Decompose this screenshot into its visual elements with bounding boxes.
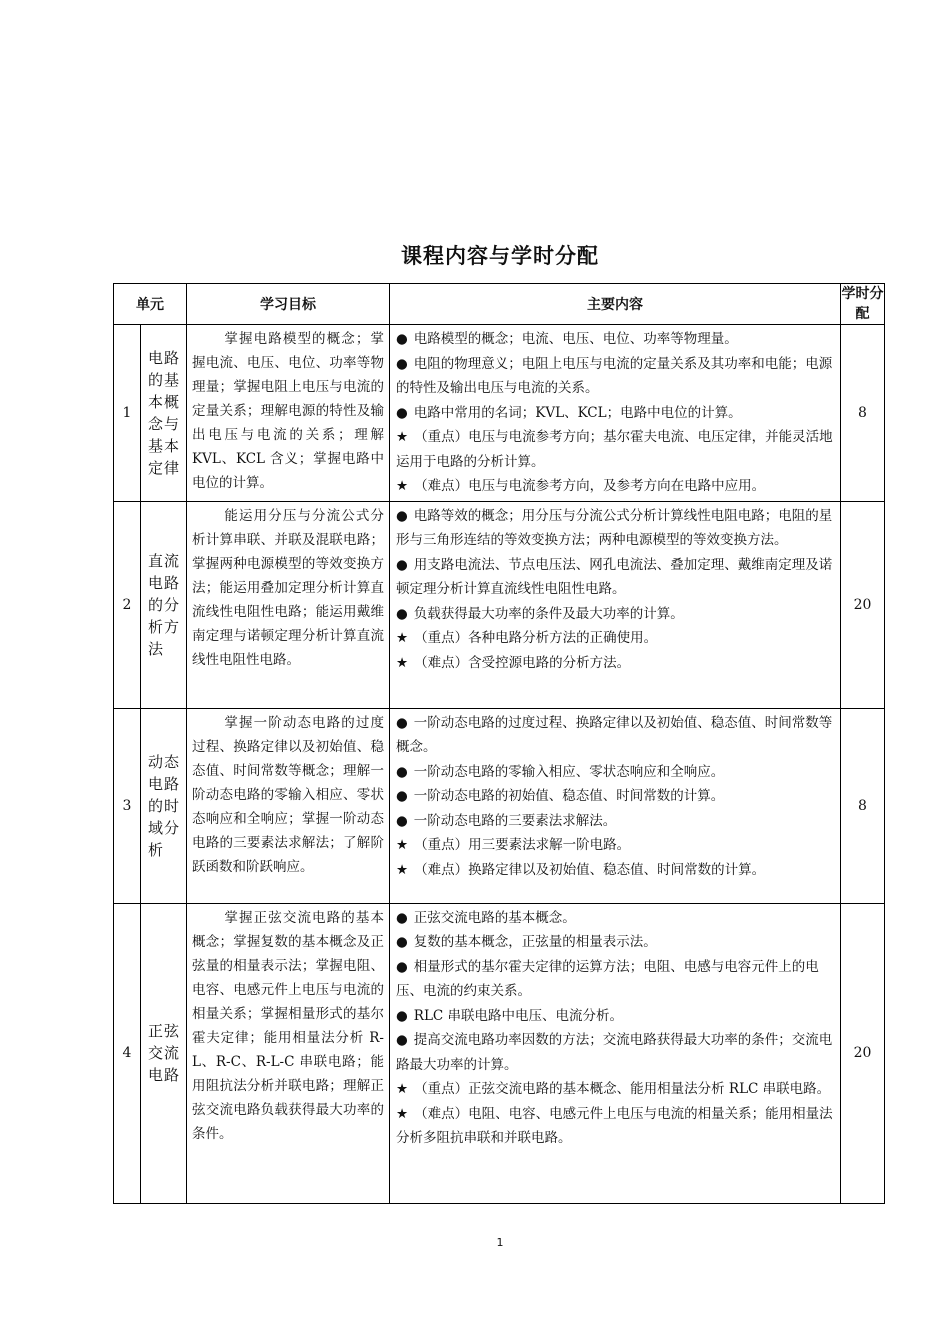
bullet-icon: ● (396, 812, 408, 829)
main-content (390, 325, 841, 502)
content-item (396, 504, 834, 553)
key-point-item (396, 858, 834, 883)
star-icon: ★ (396, 630, 409, 646)
content-item-text: 一阶动态电路的零输入相应、零状态响应和全响应。 (413, 763, 725, 780)
main-content (390, 501, 841, 708)
header-hours: 学时分配 (841, 284, 885, 325)
key-point-item (396, 474, 834, 499)
star-icon: ★ (396, 837, 409, 853)
table-body (114, 325, 885, 1204)
main-content (390, 903, 841, 1203)
content-item-text: 相量形式的基尔霍夫定律的运算方法；电阻、电感与电容元件上的电压、电流的约束关系。 (396, 958, 819, 999)
learning-goal (187, 501, 390, 708)
content-item (396, 352, 834, 401)
content-item-text: （重点）电压与电流参考方向；基尔霍夫电流、电压定律，并能灵活地运用于电路的分析计算。 (396, 429, 833, 470)
bullet-icon: ● (396, 909, 408, 926)
content-item-text: 负载获得最大功率的条件及最大功率的计算。 (413, 605, 684, 622)
content-item-text: 电路中常用的名词；KVL、KCL；电路中电位的计算。 (413, 404, 742, 421)
hours-value: 8 (841, 325, 885, 502)
learning-goal-text: 掌握正弦交流电路的基本概念；掌握复数的基本概念及正弦量的相量表示法；掌握电阻、电容、电感元件上电压与电流的相量关系；掌握相量形式的基尔霍夫定律；能用相量法分析 R-L、R-C、R-L-C 串联电路；能用阻抗法分析并联电路；理解正弦交流电路负载获得最大功率的条件。 (192, 909, 384, 1142)
key-point-item (396, 626, 834, 651)
content-item (396, 784, 834, 809)
unit-name: 电路的基本概念与基本定律 (141, 325, 187, 502)
star-icon: ★ (396, 1081, 409, 1097)
learning-goal (187, 903, 390, 1203)
learning-goal-text: 能运用分压与分流公式分析计算串联、并联及混联电路；掌握两种电源模型的等效变换方法；能运用叠加定理分析计算直流线性电阻性电路；能运用戴维南定理与诺顿定理分析计算直流线性电阻性电路。 (192, 507, 384, 668)
table-row (114, 501, 885, 708)
bullet-icon: ● (396, 1007, 408, 1024)
table-row (114, 708, 885, 903)
bullet-icon: ● (396, 763, 408, 780)
content-item-text: 正弦交流电路的基本概念。 (413, 909, 576, 926)
content-item (396, 930, 834, 955)
bullet-icon: ● (396, 1032, 408, 1048)
content-item-text: （难点）电压与电流参考方向，及参考方向在电路中应用。 (414, 478, 766, 494)
header-unit: 单元 (114, 284, 187, 325)
content-item-text: RLC 串联电路中电压、电流分析。 (413, 1007, 624, 1024)
star-icon: ★ (396, 429, 409, 445)
content-item (396, 401, 834, 426)
content-item-text: 电路等效的概念；用分压与分流公式分析计算线性电阻电路；电阻的星形与三角形连结的等效变换方法；两种电源模型的等效变换方法。 (396, 507, 833, 548)
learning-goal (187, 708, 390, 903)
content-item-text: （难点）换路定律以及初始值、稳态值、时间常数的计算。 (414, 861, 766, 878)
star-icon: ★ (396, 478, 409, 494)
star-icon: ★ (396, 654, 409, 671)
learning-goal-text: 掌握一阶动态电路的过度过程、换路定律以及初始值、稳态值、时间常数等概念；理解一阶动态电路的零输入相应、零状态响应和全响应；掌握一阶动态电路的三要素法求解法；了解阶跃函数和阶跃响应。 (192, 714, 384, 875)
key-point-item (396, 1102, 834, 1151)
unit-number: 1 (114, 325, 141, 502)
content-item-text: （重点）用三要素法求解一阶电路。 (414, 837, 631, 853)
content-item (396, 809, 834, 834)
star-icon: ★ (396, 861, 409, 878)
header-goal: 学习目标 (187, 284, 390, 325)
content-item-text: 电阻的物理意义；电阻上电压与电流的定量关系及其功率和电能；电源的特性及输出电压与电流的关系。 (396, 355, 833, 396)
learning-goal (187, 325, 390, 502)
bullet-icon: ● (396, 404, 408, 421)
key-point-item (396, 425, 834, 474)
content-item-text: 提高交流电路功率因数的方法；交流电路获得最大功率的条件；交流电路最大功率的计算。 (396, 1032, 833, 1073)
unit-name: 正弦交流电路 (141, 903, 187, 1203)
hours-value: 20 (841, 501, 885, 708)
key-point-item (396, 833, 834, 858)
content-item-text: （难点）含受控源电路的分析方法。 (414, 654, 631, 671)
bullet-icon: ● (396, 355, 408, 372)
hours-value: 8 (841, 708, 885, 903)
content-item-text: （难点）电阻、电容、电感元件上电压与电流的相量关系；能用相量法分析多阻抗串联和并联电路。 (396, 1105, 833, 1146)
content-item (396, 553, 834, 602)
unit-name: 动态电路的时域分析 (141, 708, 187, 903)
content-item-text: 一阶动态电路的过度过程、换路定律以及初始值、稳态值、时间常数等概念。 (396, 714, 833, 755)
bullet-icon: ● (396, 958, 408, 975)
content-item-text: （重点）各种电路分析方法的正确使用。 (414, 630, 658, 646)
bullet-icon: ● (396, 605, 408, 622)
content-item (396, 327, 834, 352)
content-item (396, 906, 834, 931)
content-item (396, 711, 834, 760)
unit-number: 4 (114, 903, 141, 1203)
content-item (396, 955, 834, 1004)
content-item-text: 用支路电流法、节点电压法、网孔电流法、叠加定理、戴维南定理及诺顿定理分析计算直流线性电阻性电路。 (396, 556, 833, 597)
course-schedule-table (113, 283, 885, 1204)
table-header-row (114, 284, 885, 325)
bullet-icon: ● (396, 934, 408, 950)
content-item (396, 1004, 834, 1029)
table-row (114, 325, 885, 502)
key-point-item (396, 651, 834, 676)
content-item-text: 一阶动态电路的三要素法求解法。 (413, 812, 617, 829)
hours-value: 20 (841, 903, 885, 1203)
content-item (396, 602, 834, 627)
unit-number: 2 (114, 501, 141, 708)
bullet-icon: ● (396, 331, 408, 347)
page-number: 1 (496, 1236, 504, 1249)
unit-name: 直流电路的分析方法 (141, 501, 187, 708)
header-content: 主要内容 (390, 284, 841, 325)
table-row (114, 903, 885, 1203)
bullet-icon: ● (396, 556, 408, 573)
bullet-icon: ● (396, 788, 408, 804)
unit-number: 3 (114, 708, 141, 903)
page-title: 课程内容与学时分配 (401, 244, 599, 268)
content-item-text: 电路模型的概念；电流、电压、电位、功率等物理量。 (413, 331, 738, 347)
learning-goal-text: 掌握电路模型的概念；掌握电流、电压、电位、功率等物理量；掌握电阻上电压与电流的定量关系；理解电源的特性及输出电压与电流的关系；理解 KVL、KCL 含义；掌握电路中电位的计算。 (192, 331, 384, 491)
bullet-icon: ● (396, 507, 408, 524)
key-point-item (396, 1077, 834, 1102)
content-item (396, 760, 834, 785)
star-icon: ★ (396, 1105, 409, 1122)
content-item-text: 一阶动态电路的初始值、稳态值、时间常数的计算。 (413, 788, 725, 804)
content-item-text: （重点）正弦交流电路的基本概念、能用相量法分析 RLC 串联电路。 (414, 1081, 831, 1097)
content-item-text: 复数的基本概念，正弦量的相量表示法。 (413, 934, 657, 950)
main-content (390, 708, 841, 903)
content-item (396, 1028, 834, 1077)
bullet-icon: ● (396, 714, 408, 731)
